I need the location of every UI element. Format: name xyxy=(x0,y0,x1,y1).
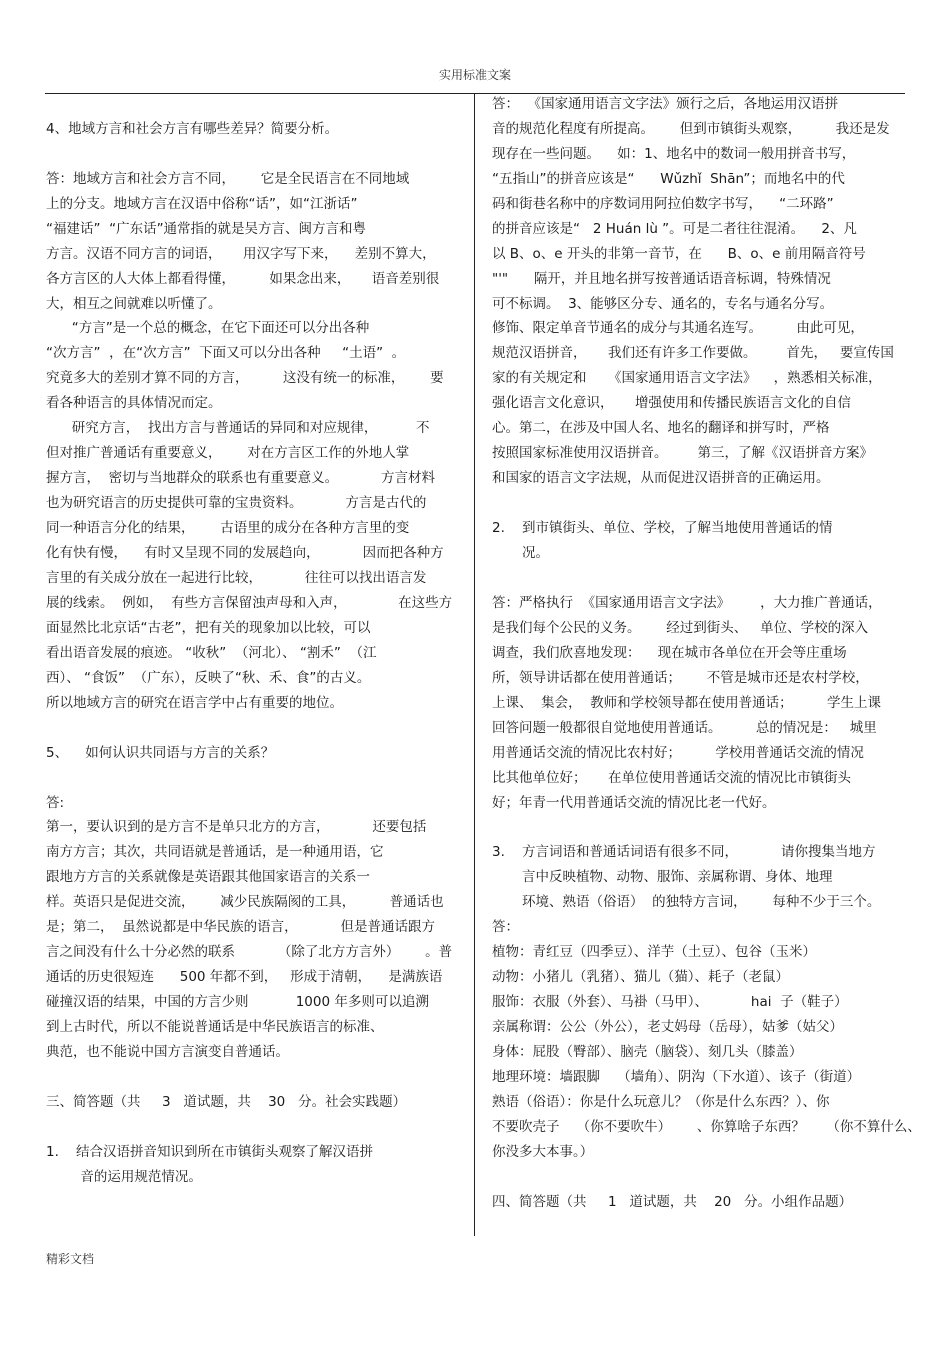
text-line: 不要吹壳子 （你不要吹牛） 、你算啥子东西？ （你不算什么、 xyxy=(492,1119,921,1135)
question-5-title: 5、 如何认识共同语与方言的关系？ xyxy=(46,745,275,761)
page-header-title: 实用标准文案 xyxy=(438,68,511,82)
text-line: 以 B、o、e 开头的非第一音节，在 B、o、e 前用隔音符号 xyxy=(492,246,866,262)
text-line: 修饰、限定单音节通名的成分与其通名连写。 由此可见， xyxy=(492,320,864,336)
text-line: 比其他单位好； 在单位使用普通话交流的情况比市镇街头 xyxy=(492,770,851,786)
text-line: 回答问题一般都很自觉地使用普通话。 总的情况是： 城里 xyxy=(492,720,877,736)
text-line: "'" 隔开，并且地名拼写按普通话语音标调，特殊情况 xyxy=(492,271,831,287)
text-line: 码和街巷名称中的序数词用阿拉伯数字书写， “二环路” xyxy=(492,196,834,212)
dialect-list-item: 身体：屁股（臀部）、脑壳（脑袋）、刻几头（膝盖） xyxy=(492,1044,803,1060)
text-line: 同一种语言分化的结果， 古语里的成分在各种方言里的变 xyxy=(46,520,410,536)
text-line: 看出语音发展的痕迹。 “收秋” （河北）、 “割禾” （江 xyxy=(46,645,377,661)
dialect-list-item: 服饰：衣服（外套）、马褂（马甲）、 hai 子（鞋子） xyxy=(492,994,848,1010)
text-line: 但对推广普通话有重要意义， 对在方言区工作的外地人掌 xyxy=(46,445,410,461)
text-line: “五指山”的拼音应该是“ Wǔzhǐ Shān”；而地名中的代 xyxy=(492,171,845,187)
text-line: 跟地方方言的关系就像是英语跟其他国家语言的关系一 xyxy=(46,869,370,885)
text-line: 答： xyxy=(492,919,519,935)
text-line: 所，领导讲话都在使用普通话； 不管是城市还是农村学校， xyxy=(492,670,869,686)
text-line: 样。英语只是促进交流， 减少民族隔阂的工具， 普通话也 xyxy=(46,894,444,910)
text-line: 家的有关规定和 《国家通用语言文字法》 ，熟悉相关标准， xyxy=(492,370,882,386)
text-line: 典范，也不能说中国方言演变自普通话。 xyxy=(46,1044,289,1060)
text-line: 所以地域方言的研究在语言学中占有重要的地位。 xyxy=(46,695,343,711)
text-line: 可不标调。 3、能够区分专、通名的，专名与通名分写。 xyxy=(492,296,834,312)
text-line: 上的分支。地域方言在汉语中俗称“话”，如“江浙话” xyxy=(46,196,358,212)
text-line: 面显然比北京话“古老”，把有关的现象加以比较，可以 xyxy=(46,620,371,636)
text-line: 握方言， 密切与当地群众的联系也有重要意义。 方言材料 xyxy=(46,470,435,486)
text-line: 西）、 “食饭” （广东），反映了“秋、禾、食”的古义。 xyxy=(46,670,371,686)
text-line: 答：地域方言和社会方言不同， 它是全民语言在不同地域 xyxy=(46,171,410,187)
dialect-list-item: 动物：小猪儿（乳猪）、猫儿（猫）、耗子（老鼠） xyxy=(492,969,789,985)
text-line: 到上古时代，所以不能说普通话是中华民族语言的标准、 xyxy=(46,1019,384,1035)
dialect-list-item: 地理环境：墙跟脚 （墙角）、阴沟（下水道）、该子（街道） xyxy=(492,1069,861,1085)
text-line: 看各种语言的具体情况而定。 xyxy=(46,395,222,411)
text-line: 答：严格执行 《国家通用语言文字法》 ，大力推广普通话， xyxy=(492,595,882,611)
text-line: 研究方言， 找出方言与普通话的异同和对应规律， 不 xyxy=(46,420,430,436)
text-line: 上课、 集会， 教师和学校领导都在使用普通话； 学生上课 xyxy=(492,695,881,711)
text-line: 调查，我们欣喜地发现： 现在城市各单位在开会等庄重场 xyxy=(492,645,847,661)
text-line: “福建话” “广东话”通常指的就是吴方言、闽方言和粤 xyxy=(46,221,367,237)
text-line: “次方言” ，在“次方言” 下面又可以分出各种 “土语” 。 xyxy=(46,345,406,361)
text-line: 展的线索。 例如， 有些方言保留浊声母和入声， 在这些方 xyxy=(46,595,453,611)
text-line: 通话的历史很短连 500 年都不到， 形成于清朝， 是满族语 xyxy=(46,969,443,985)
text-line: 音的运用规范情况。 xyxy=(46,1169,202,1185)
text-line: 答: xyxy=(46,795,65,811)
section-4-heading: 四、简答题（共 1 道试题，共 20 分。小组作品题） xyxy=(492,1194,853,1210)
text-line: 强化语言文化意识， 增强使用和传播民族语言文化的自信 xyxy=(492,395,851,411)
text-line: 环境、熟语（俗语） 的独特方言词， 每种不少于三个。 xyxy=(492,894,881,910)
text-line: 况。 xyxy=(492,545,550,561)
column-divider xyxy=(474,93,475,1236)
text-line: 现存在一些问题。 如：1、地名中的数词一般用拼音书写， xyxy=(492,146,856,162)
text-line: 好；年青一代用普通话交流的情况比老一代好。 xyxy=(492,795,776,811)
text-line: 碰撞汉语的结果，中国的方言少则 1000 年多则可以追溯 xyxy=(46,994,429,1010)
text-line: 化有快有慢， 有时又呈现不同的发展趋向， 因而把各种方 xyxy=(46,545,444,561)
dialect-list-item: 熟语（俗语）：你是什么玩意儿？（你是什么东西？）、你 xyxy=(492,1094,830,1110)
question-1-title: 1. 结合汉语拼音知识到所在市镇街头观察了解汉语拼 xyxy=(46,1144,374,1160)
text-line: 言中反映植物、动物、服饰、亲属称谓、身体、地理 xyxy=(492,869,833,885)
text-line: 方言。汉语不同方言的词语， 用汉字写下来， 差别不算大， xyxy=(46,246,436,262)
text-line: “方言”是一个总的概念，在它下面还可以分出各种 xyxy=(46,320,370,336)
text-line: 的拼音应该是“ 2 Huán lù ”。可是二者往往混淆。 2、凡 xyxy=(492,221,857,237)
text-line: 用普通话交流的情况比农村好； 学校用普通话交流的情况 xyxy=(492,745,864,761)
text-line: 第一，要认识到的是方言不是单只北方的方言， 还要包括 xyxy=(46,819,427,835)
text-line: 言里的有关成分放在一起进行比较， 往往可以找出语言发 xyxy=(46,570,427,586)
text-line: 音的规范化程度有所提高。 但到市镇街头观察， 我还是发 xyxy=(492,121,890,137)
question-4-title: 4、地域方言和社会方言有哪些差异？简要分析。 xyxy=(46,121,339,137)
question-3-title: 3. 方言词语和普通话词语有很多不同， 请你搜集当地方 xyxy=(492,844,876,860)
dialect-list-item: 亲属称谓：公公（外公），老丈妈母（岳母），姑爹（姑父） xyxy=(492,1019,843,1035)
text-line: 规范汉语拼音， 我们还有许多工作要做。 首先， 要宣传国 xyxy=(492,345,894,361)
dialect-list-item: 植物：青红豆（四季豆）、洋芋（土豆）、包谷（玉米） xyxy=(492,944,816,960)
text-line: 南方方言；其次，共同语就是普通话，是一种通用语，它 xyxy=(46,844,384,860)
section-3-heading: 三、简答题（共 3 道试题，共 30 分。社会实践题） xyxy=(46,1094,407,1110)
text-line: 和国家的语言文字法规，从而促进汉语拼音的正确运用。 xyxy=(492,470,830,486)
page-footer-text: 精彩文档 xyxy=(46,1252,95,1266)
text-line: 按照国家标准使用汉语拼音。 第三，了解《汉语拼音方案》 xyxy=(492,445,874,461)
text-line: 是我们每个公民的义务。 经过到街头、 单位、学校的深入 xyxy=(492,620,869,636)
text-line: 言之间没有什么十分必然的联系 （除了北方方言外） 。普 xyxy=(46,944,453,960)
text-line: 心。第二，在涉及中国人名、地名的翻译和拼写时，严格 xyxy=(492,420,830,436)
text-line: 答： 《国家通用语言文字法》颁行之后，各地运用汉语拼 xyxy=(492,96,839,112)
text-line: 是；第二， 虽然说都是中华民族的语言， 但是普通话跟方 xyxy=(46,919,435,935)
text-line: 也为研究语言的历史提供可靠的宝贵资料。 方言是古代的 xyxy=(46,495,427,511)
text-line: 你没多大本事。） xyxy=(492,1144,594,1160)
question-2-title: 2. 到市镇街头、单位、学校，了解当地使用普通话的情 xyxy=(492,520,833,536)
text-line: 究竟多大的差别才算不同的方言， 这没有统一的标准， 要 xyxy=(46,370,444,386)
text-line: 大，相互之间就难以听懂了。 xyxy=(46,296,222,312)
text-line: 各方言区的人大体上都看得懂， 如果念出来， 语音差别很 xyxy=(46,271,440,287)
